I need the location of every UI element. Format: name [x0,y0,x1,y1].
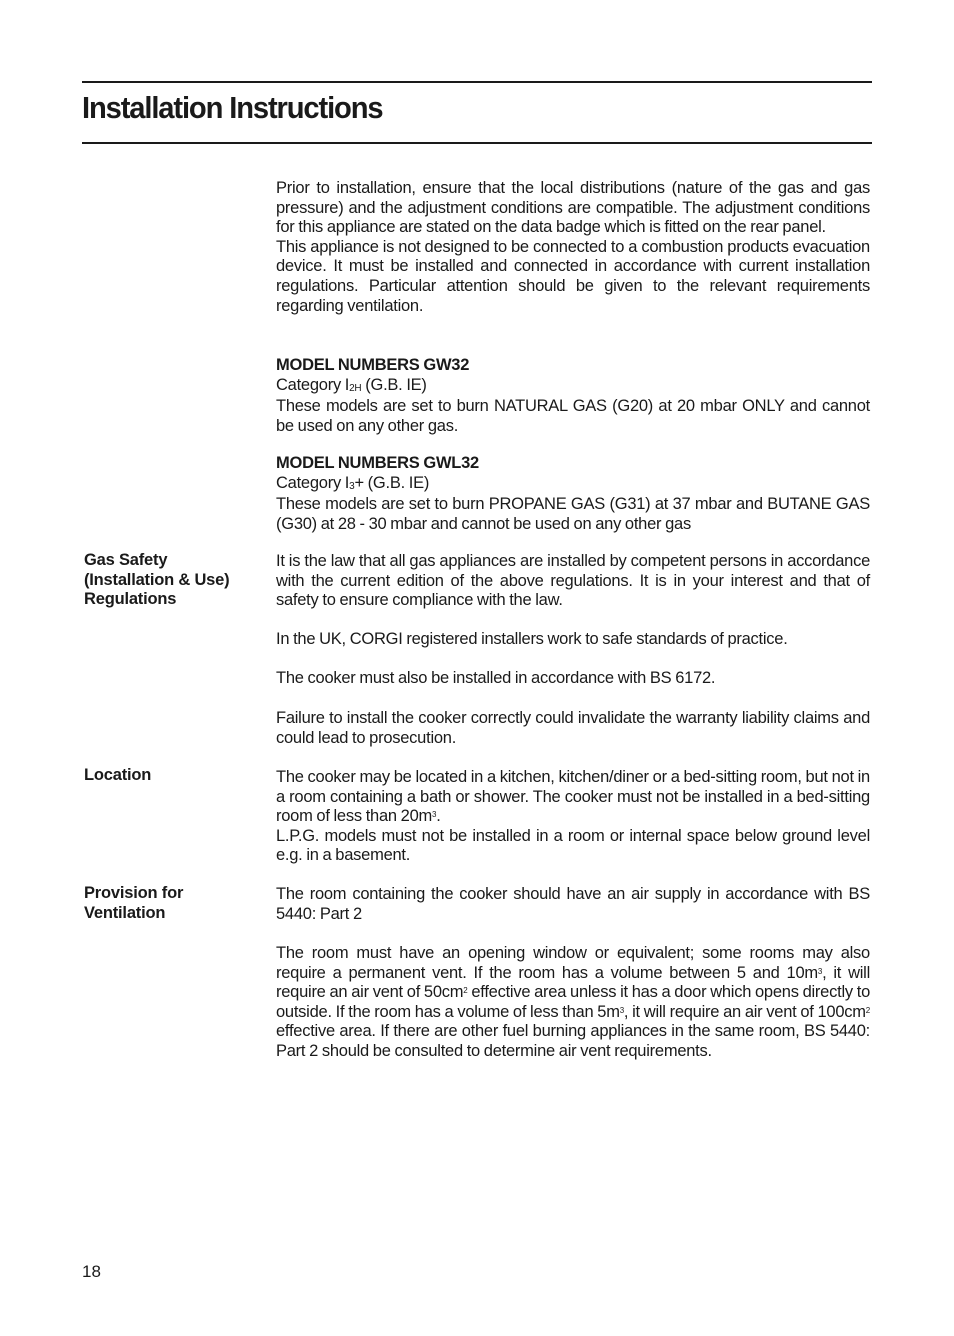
intro-paragraph-1: Prior to installation, ensure that the local distributions (nature of the gas and gas pressure) and the adjustment conditions are compatible. The adjustment conditions for this appliance are stated on the data badge which is fitted on the rear panel. [276,179,870,237]
location-paragraph-1: The cooker may be located in a kitchen, kitchen/diner or a bed-sitting room, but not in a room containing a bath or shower. The cooker must not be installed in a bed-sitting room of less than $20m^3$. [276,768,870,826]
page-number: 18 [82,1262,101,1281]
model-gw32-heading: MODEL NUMBERS GW32 [276,356,470,374]
model-gwl32-heading: MODEL NUMBERS GWL32 [276,454,479,472]
gas-safety-p2: In the UK, CORGI registered installers work to safe standards of practice. [276,630,788,648]
model-gwl32-category: Category $I_3+ (G.B$. IE) [276,473,430,492]
model-gwl32-section [276,454,870,534]
intro-section [276,179,870,316]
model-gw32-category: Category $I_{2H}$ (G.B. IE) [276,375,427,394]
ventilation-label: Provision for Ventilation [84,884,184,922]
location-section [276,768,870,866]
model-gw32-text: These models are set to burn NATURAL GAS (G20) at 20 mbar ONLY and cannot be used on any other gas. [276,397,870,435]
gas-safety-label: Gas Safety (Installation & Use) Regulations [84,551,230,608]
ventilation-p1: The room containing the cooker should have an air supply in accordance with BS 5440: Part 2 [276,885,870,923]
ventilation-p2: The room must have an opening window or equivalent; some rooms may also require a permanent vent. If the room has a volume between 5 and $10m^3$, it will require an air vent of $50cm^2$ effective area unless it has a door which opens directly to outside. If the room has a volume of less than $5m^3$, it will require an air vent of $100cm^2$ effective area. If there are other fuel burning appliances in the same room, BS 5440: Part 2 should be consulted to determine air vent requirements. [276,944,871,1060]
page-title: Installation Instructions [82,90,383,125]
model-gw32-section [276,356,870,436]
gas-safety-p3: The cooker must also be installed in accordance with BS 6172. [276,669,716,687]
location-paragraph-2: L.P.G. models must not be installed in a room or internal space below ground level e.g. in a basement. [276,826,870,865]
location-label: Location [84,766,152,784]
model-gwl32-text: These models are set to burn PROPANE GAS (G31) at 37 mbar and BUTANE GAS (G30) at 28 - 30 mbar and cannot be used on any other gas [276,495,870,533]
intro-paragraph-2: This appliance is not designed to be connected to a combustion products evacuation device. It must be installed and connected in accordance with current installation regulations. Particular attention should be given to the relevant requirements regarding ventilation. [276,237,870,315]
top-rule [82,81,872,83]
gas-safety-p4: Failure to install the cooker correctly could invalidate the warranty liability claims and could lead to prosecution. [276,709,870,747]
bottom-rule [82,142,872,144]
gas-safety-p1: It is the law that all gas appliances are installed by competent persons in accordance with the current edition of the above regulations. It is in your interest and that of safety to ensure compliance with the law. [276,552,870,610]
